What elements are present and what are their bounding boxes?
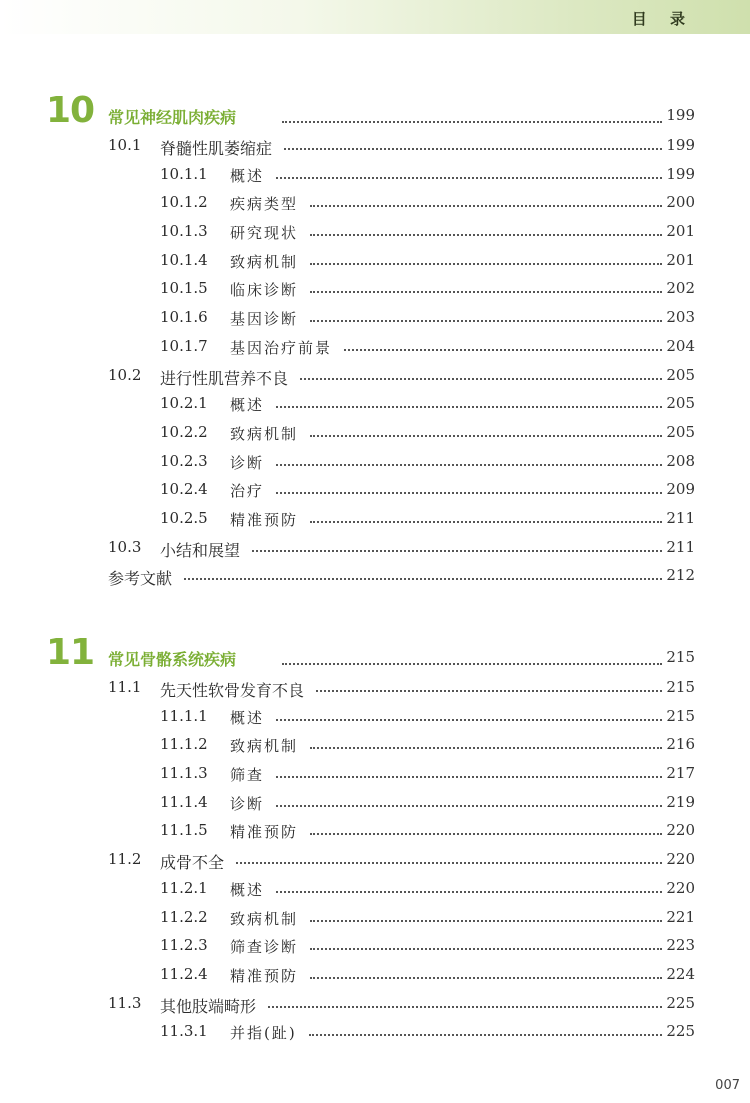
- toc-subsection-entry[interactable]: [0, 161, 750, 190]
- chapter-11: [0, 626, 750, 1047]
- chapter-heading[interactable]: [0, 84, 750, 132]
- entry-number: 10.3: [108, 537, 142, 556]
- dot-leader: [310, 320, 662, 322]
- entry-title: 研究现状: [230, 224, 299, 243]
- entry-title: 治疗: [230, 482, 265, 501]
- entry-page-number: 201: [666, 222, 695, 241]
- entry-page-number: 217: [666, 764, 695, 783]
- toc-subsection-entry[interactable]: [0, 932, 750, 961]
- dot-leader: [276, 719, 662, 721]
- toc-subsection-entry[interactable]: [0, 505, 750, 534]
- dot-leader: [282, 663, 662, 665]
- entry-number: 10.1: [108, 136, 142, 154]
- dot-leader: [276, 177, 662, 179]
- toc-subsection-entry[interactable]: [0, 789, 750, 818]
- entry-title: 基因诊断: [230, 310, 299, 329]
- entry-page-number: 202: [666, 279, 695, 298]
- chapter-number: 11: [46, 632, 95, 673]
- toc-subsection-entry[interactable]: [0, 961, 750, 990]
- entry-number: 10.1.7: [160, 336, 208, 355]
- toc-section-entry[interactable]: [0, 132, 750, 161]
- dot-leader: [276, 464, 662, 466]
- toc-subsection-entry[interactable]: [0, 1018, 750, 1047]
- entry-number: 10.2: [108, 365, 142, 384]
- dot-leader: [309, 1034, 662, 1036]
- entry-title: 基因治疗前景: [230, 338, 333, 357]
- entry-number: 10.2.4: [160, 480, 208, 499]
- entry-page-number: 209: [666, 480, 695, 499]
- entry-number: 10.1.5: [160, 279, 208, 298]
- entry-number: 11.2.3: [160, 936, 208, 955]
- toc-reference-entry[interactable]: [0, 562, 750, 591]
- entry-title: 脊髓性肌萎缩症: [160, 139, 273, 158]
- dot-leader: [310, 747, 662, 749]
- toc-section-entry[interactable]: [0, 362, 750, 391]
- dot-leader: [276, 891, 662, 893]
- entry-title: 筛查: [230, 766, 265, 785]
- dot-leader: [310, 291, 662, 293]
- entry-page-number: 221: [666, 907, 695, 926]
- toc-section-entry[interactable]: [0, 846, 750, 875]
- entry-title: 概述: [230, 708, 265, 727]
- dot-leader: [276, 492, 662, 494]
- entry-page-number: 212: [666, 566, 695, 585]
- dot-leader: [310, 435, 662, 437]
- header-band: [0, 0, 750, 34]
- page-number: 007: [715, 1078, 740, 1093]
- entry-title: 诊断: [230, 794, 265, 813]
- dot-leader: [184, 578, 662, 580]
- header-title: 目 录: [631, 10, 694, 28]
- toc-subsection-entry[interactable]: [0, 703, 750, 732]
- entry-page-number: 201: [666, 250, 695, 269]
- dot-leader: [310, 521, 662, 523]
- entry-title: 概述: [230, 880, 265, 899]
- chapter-title: 常见骨骼系统疾病: [108, 650, 237, 669]
- toc-subsection-entry[interactable]: [0, 189, 750, 218]
- entry-number: 11.2.4: [160, 964, 208, 983]
- toc-subsection-entry[interactable]: [0, 875, 750, 904]
- dot-leader: [310, 263, 662, 265]
- entry-title: 进行性肌营养不良: [160, 368, 289, 388]
- entry-page-number: 205: [666, 365, 695, 384]
- chapter-heading[interactable]: [0, 626, 750, 674]
- entry-page-number: 220: [666, 850, 695, 869]
- entry-title: 诊断: [230, 453, 265, 472]
- toc-subsection-entry[interactable]: [0, 390, 750, 419]
- entry-number: 10.2.5: [160, 508, 208, 527]
- dot-leader: [310, 948, 662, 950]
- entry-page-number: 211: [666, 508, 695, 527]
- toc-subsection-entry[interactable]: [0, 760, 750, 789]
- entry-title: 致病机制: [230, 252, 299, 271]
- toc-subsection-entry[interactable]: [0, 817, 750, 846]
- entry-page-number: 225: [666, 1022, 695, 1041]
- entry-number: 11.1: [108, 678, 142, 696]
- toc-subsection-entry[interactable]: [0, 275, 750, 304]
- entry-title: 精准预防: [230, 510, 299, 529]
- chapter-page-number: 215: [666, 648, 695, 666]
- entry-page-number: 215: [666, 706, 695, 725]
- dot-leader: [344, 349, 662, 351]
- entry-page-number: 205: [666, 394, 695, 413]
- entry-number: 11.1.5: [160, 821, 208, 840]
- entry-title: 疾病类型: [230, 195, 299, 214]
- entry-page-number: 205: [666, 422, 695, 441]
- entry-page-number: 223: [666, 936, 695, 955]
- entry-number: 10.2.2: [160, 422, 208, 441]
- entry-number: 10.1.4: [160, 250, 208, 269]
- dot-leader: [276, 406, 662, 408]
- toc-subsection-entry[interactable]: [0, 731, 750, 760]
- chapter-page-number: 199: [666, 106, 695, 124]
- dot-leader: [310, 920, 662, 922]
- entry-number: 10.1.6: [160, 308, 208, 327]
- entry-page-number: 216: [666, 735, 695, 754]
- dot-leader: [276, 805, 662, 807]
- entry-number: 10.2.3: [160, 451, 208, 470]
- toc-subsection-entry[interactable]: [0, 333, 750, 362]
- entry-title: 小结和展望: [160, 540, 241, 560]
- entry-title: 概述: [230, 396, 265, 415]
- entry-page-number: 211: [666, 537, 695, 556]
- entry-page-number: 220: [666, 821, 695, 840]
- entry-number: 10.1.1: [160, 164, 208, 183]
- entry-title: 精准预防: [230, 823, 299, 842]
- dot-leader: [300, 378, 662, 380]
- entry-page-number: 199: [666, 164, 695, 183]
- entry-title: 精准预防: [230, 966, 299, 985]
- entry-number: 10.1.3: [160, 222, 208, 241]
- entry-title: 筛查诊断: [230, 938, 299, 957]
- entry-number: 10.2.1: [160, 394, 208, 413]
- entry-number: 11.1.1: [160, 706, 208, 725]
- entry-title: 参考文献: [108, 569, 173, 589]
- chapter-10: [0, 84, 750, 591]
- dot-leader: [310, 205, 662, 207]
- toc-section-entry[interactable]: [0, 990, 750, 1019]
- entry-number: 11.1.4: [160, 792, 208, 811]
- entry-page-number: 224: [666, 964, 695, 983]
- entry-number: 11.2.2: [160, 907, 208, 926]
- entry-page-number: 204: [666, 336, 695, 355]
- entry-number: 10.1.2: [160, 193, 208, 212]
- entry-page-number: 219: [666, 792, 695, 811]
- dot-leader: [268, 1006, 662, 1008]
- entry-page-number: 199: [666, 136, 695, 154]
- entry-number: 11.2: [108, 850, 142, 869]
- dot-leader: [252, 550, 662, 552]
- toc-subsection-entry[interactable]: [0, 218, 750, 247]
- entry-title: 成骨不全: [160, 853, 225, 873]
- entry-number: 11.2.1: [160, 878, 208, 897]
- dot-leader: [310, 833, 662, 835]
- entry-page-number: 203: [666, 308, 695, 327]
- toc-entries: [0, 132, 750, 591]
- entry-title: 致病机制: [230, 424, 299, 443]
- toc-subsection-entry[interactable]: [0, 476, 750, 505]
- dot-leader: [284, 148, 662, 150]
- entry-number: 11.1.2: [160, 735, 208, 754]
- toc-section-entry[interactable]: [0, 534, 750, 563]
- chapter-number: 10: [46, 90, 95, 131]
- toc-subsection-entry[interactable]: [0, 247, 750, 276]
- toc-section-entry[interactable]: [0, 674, 750, 703]
- toc-subsection-entry[interactable]: [0, 304, 750, 333]
- entry-page-number: 220: [666, 878, 695, 897]
- dot-leader: [276, 776, 662, 778]
- toc-subsection-entry[interactable]: [0, 419, 750, 448]
- entry-number: 11.1.3: [160, 764, 208, 783]
- entry-page-number: 208: [666, 451, 695, 470]
- dot-leader: [316, 690, 662, 692]
- entry-title: 其他肢端畸形: [160, 996, 257, 1016]
- dot-leader: [236, 862, 662, 864]
- toc-subsection-entry[interactable]: [0, 904, 750, 933]
- dot-leader: [310, 234, 662, 236]
- toc-subsection-entry[interactable]: [0, 448, 750, 477]
- entry-title: 概述: [230, 166, 265, 185]
- entry-page-number: 215: [666, 678, 695, 696]
- entry-page-number: 200: [666, 193, 695, 212]
- entry-page-number: 225: [666, 993, 695, 1012]
- entry-number: 11.3: [108, 993, 142, 1012]
- chapter-title: 常见神经肌肉疾病: [108, 108, 237, 127]
- entry-title: 并指(趾): [230, 1024, 297, 1043]
- toc-entries: [0, 674, 750, 1047]
- entry-number: 11.3.1: [160, 1022, 208, 1041]
- entry-title: 临床诊断: [230, 281, 299, 300]
- entry-title: 致病机制: [230, 737, 299, 756]
- entry-title: 致病机制: [230, 909, 299, 928]
- entry-title: 先天性软骨发育不良: [160, 681, 305, 700]
- dot-leader: [310, 977, 662, 979]
- dot-leader: [282, 121, 662, 123]
